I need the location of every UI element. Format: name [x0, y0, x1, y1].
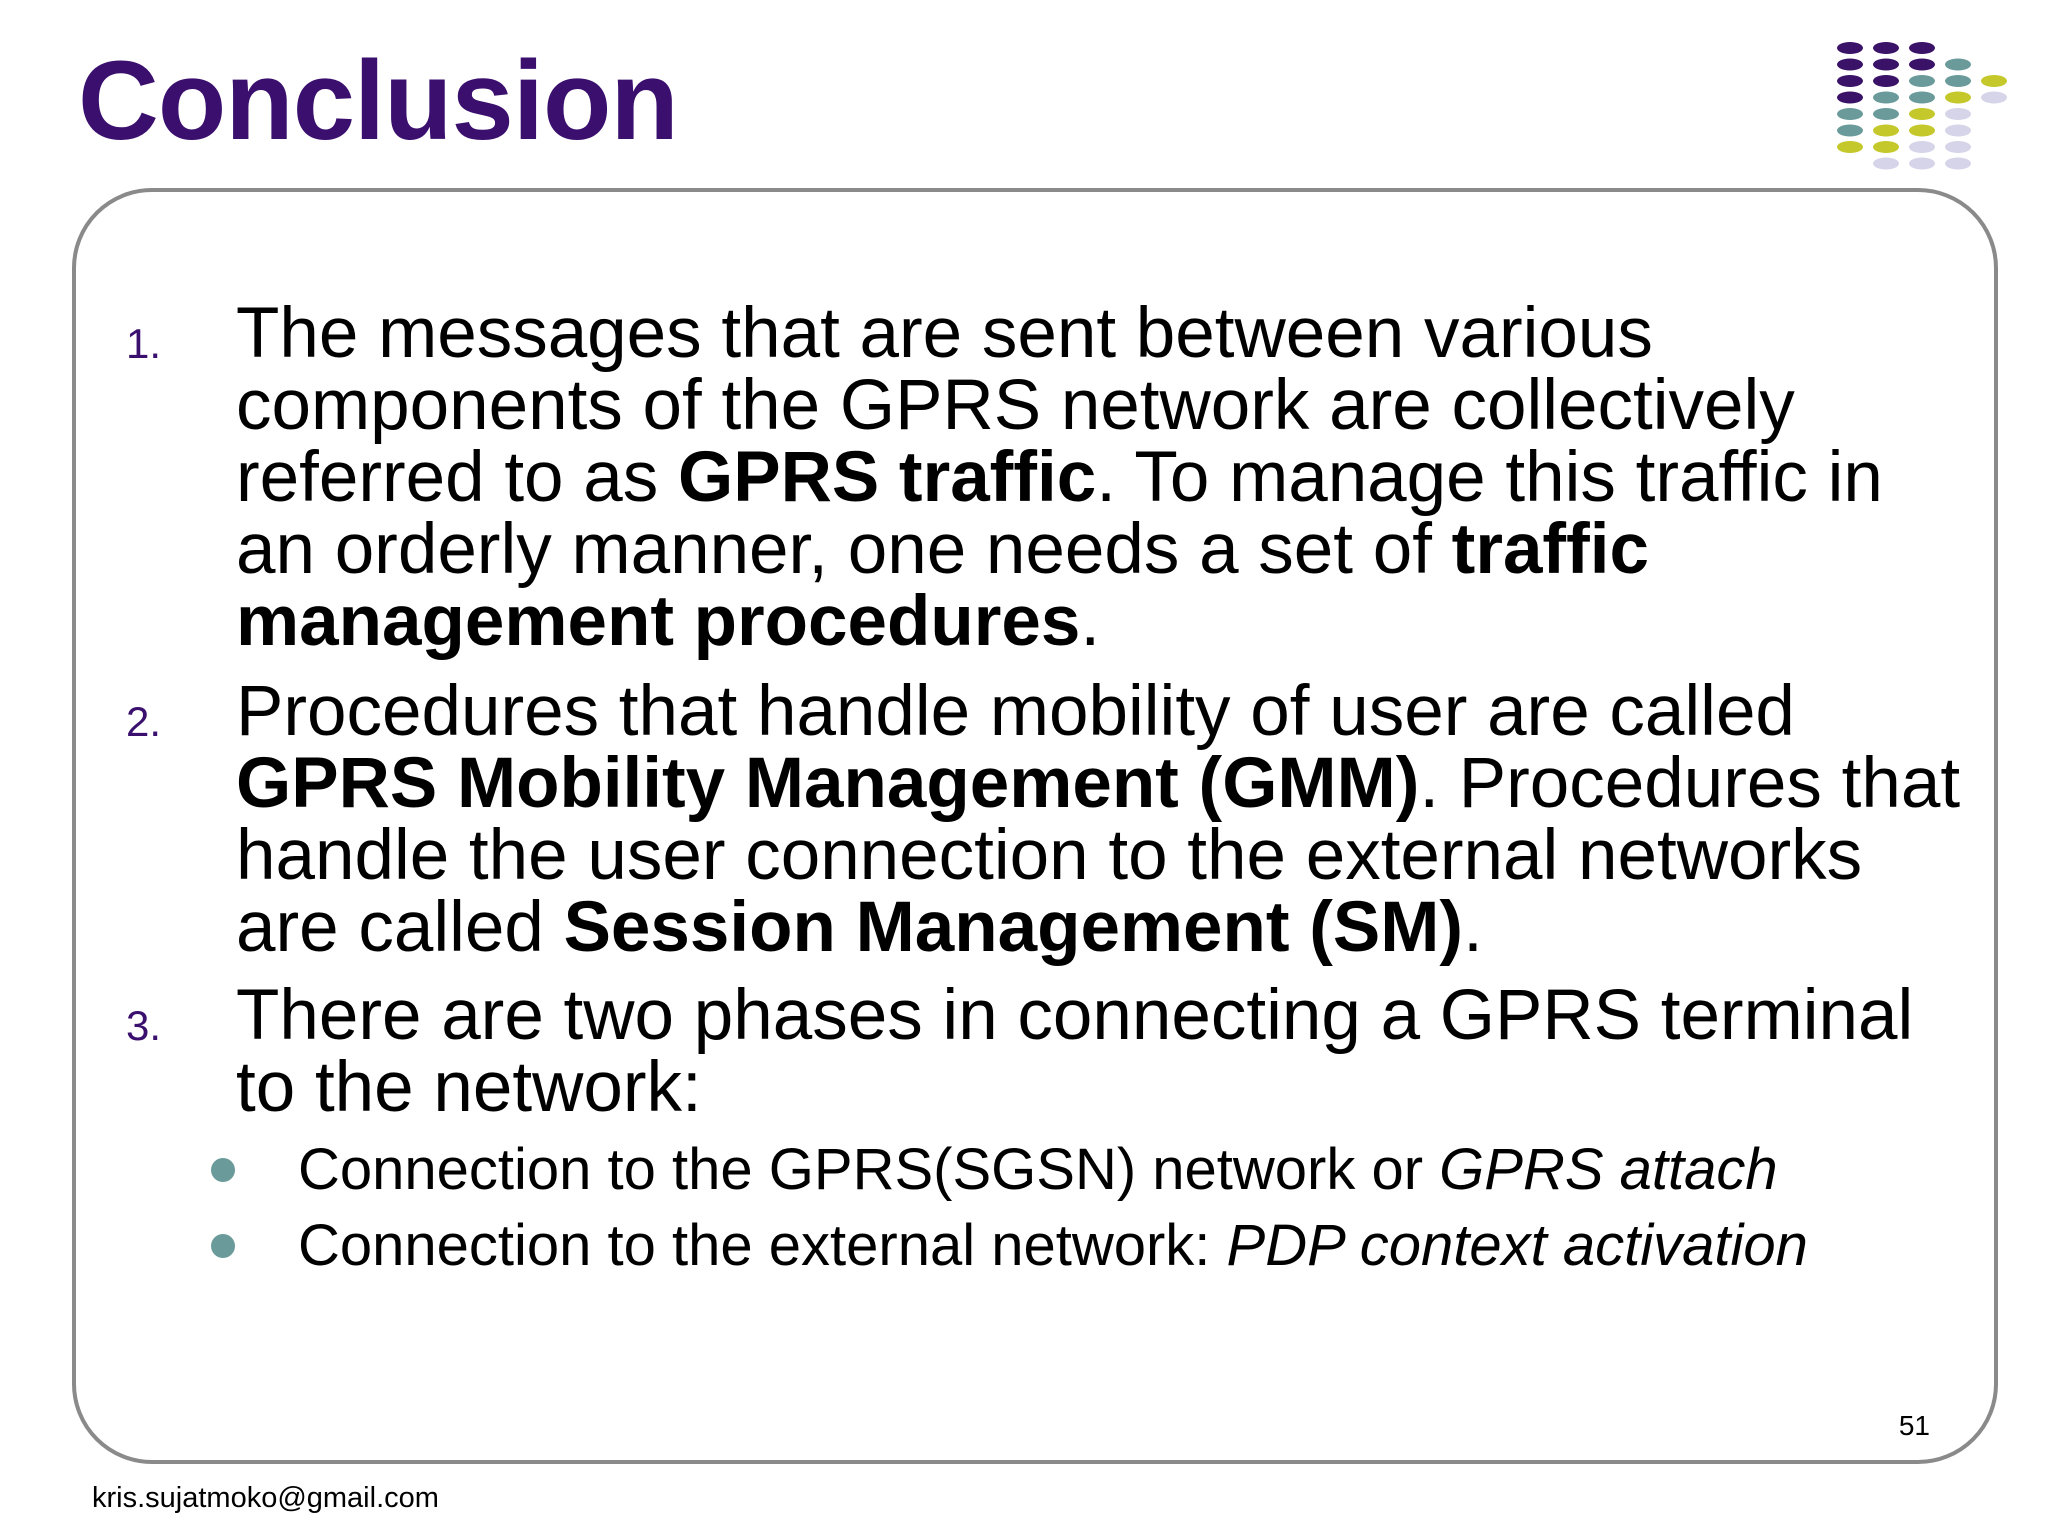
decorative-dot: [1873, 42, 1899, 54]
decorative-dot: [1945, 59, 1971, 71]
list-number: 1.: [126, 320, 162, 367]
decorative-dot: [1945, 125, 1971, 137]
italic-term: PDP context activation: [1226, 1213, 1808, 1278]
decorative-dot: [1945, 158, 1971, 170]
decorative-dot: [1873, 92, 1899, 104]
list-item-text: Procedures that handle mobility of user are called GPRS Mobility Management (GMM). Procedures that handle the user connection to the external networks are called Session Management (SM).: [236, 672, 1961, 967]
decorative-dot: [1945, 108, 1971, 120]
decorative-dot: [1837, 92, 1863, 104]
footer-email: kris.sujatmoko@gmail.com: [92, 1482, 439, 1514]
decorative-dot: [1837, 42, 1863, 54]
bold-term: GPRS traffic: [677, 438, 1097, 517]
bullet-text: Connection to the GPRS(SGSN) network or GPRS attach: [298, 1137, 1778, 1202]
decorative-dot: [1909, 125, 1935, 137]
decorative-dot: [1909, 141, 1935, 153]
bold-term: traffic management procedures: [236, 510, 1649, 661]
decorative-dot: [1981, 92, 2007, 104]
decorative-dot: [1873, 158, 1899, 170]
decorative-dot: [1837, 59, 1863, 71]
decorative-dot: [1945, 75, 1971, 87]
decorative-dot: [1837, 108, 1863, 120]
list-number: 3.: [126, 1002, 162, 1049]
decorative-dot: [1837, 75, 1863, 87]
page-number: 51: [1898, 1410, 1930, 1441]
content-box: [72, 188, 1998, 1464]
slide-title: Conclusion: [78, 38, 678, 163]
decorative-dot: [1945, 141, 1971, 153]
list-item-text: There are two phases in connecting a GPRS terminal to the network:: [236, 976, 1914, 1127]
decorative-dot: [1873, 59, 1899, 71]
decorative-dot: [1837, 125, 1863, 137]
bullet-text: Connection to the external network: PDP context activation: [298, 1213, 1808, 1278]
decorative-dot: [1837, 141, 1863, 153]
decorative-dot-grid: [1836, 40, 2016, 176]
decorative-dot: [1945, 92, 1971, 104]
decorative-dot: [1909, 59, 1935, 71]
decorative-dot: [1981, 75, 2007, 87]
decorative-dot: [1909, 108, 1935, 120]
decorative-dot: [1873, 141, 1899, 153]
bullet-icon: [211, 1234, 235, 1258]
bold-term: Session Management (SM): [563, 888, 1464, 967]
decorative-dot: [1909, 92, 1935, 104]
decorative-dot: [1873, 108, 1899, 120]
decorative-dot: [1873, 75, 1899, 87]
decorative-dot: [1909, 75, 1935, 87]
decorative-dot: [1873, 125, 1899, 137]
bullet-icon: [211, 1158, 235, 1182]
decorative-dot: [1909, 42, 1935, 54]
list-item-text: The messages that are sent between various components of the GPRS network are collectively referred to as GPRS traffic. To manage this traffic in an orderly manner, one needs a set of traffic management procedures.: [236, 294, 1883, 661]
decorative-dot: [1909, 158, 1935, 170]
list-number: 2.: [126, 698, 162, 745]
italic-term: GPRS attach: [1439, 1137, 1778, 1202]
bold-term: GPRS Mobility Management (GMM): [236, 744, 1420, 823]
